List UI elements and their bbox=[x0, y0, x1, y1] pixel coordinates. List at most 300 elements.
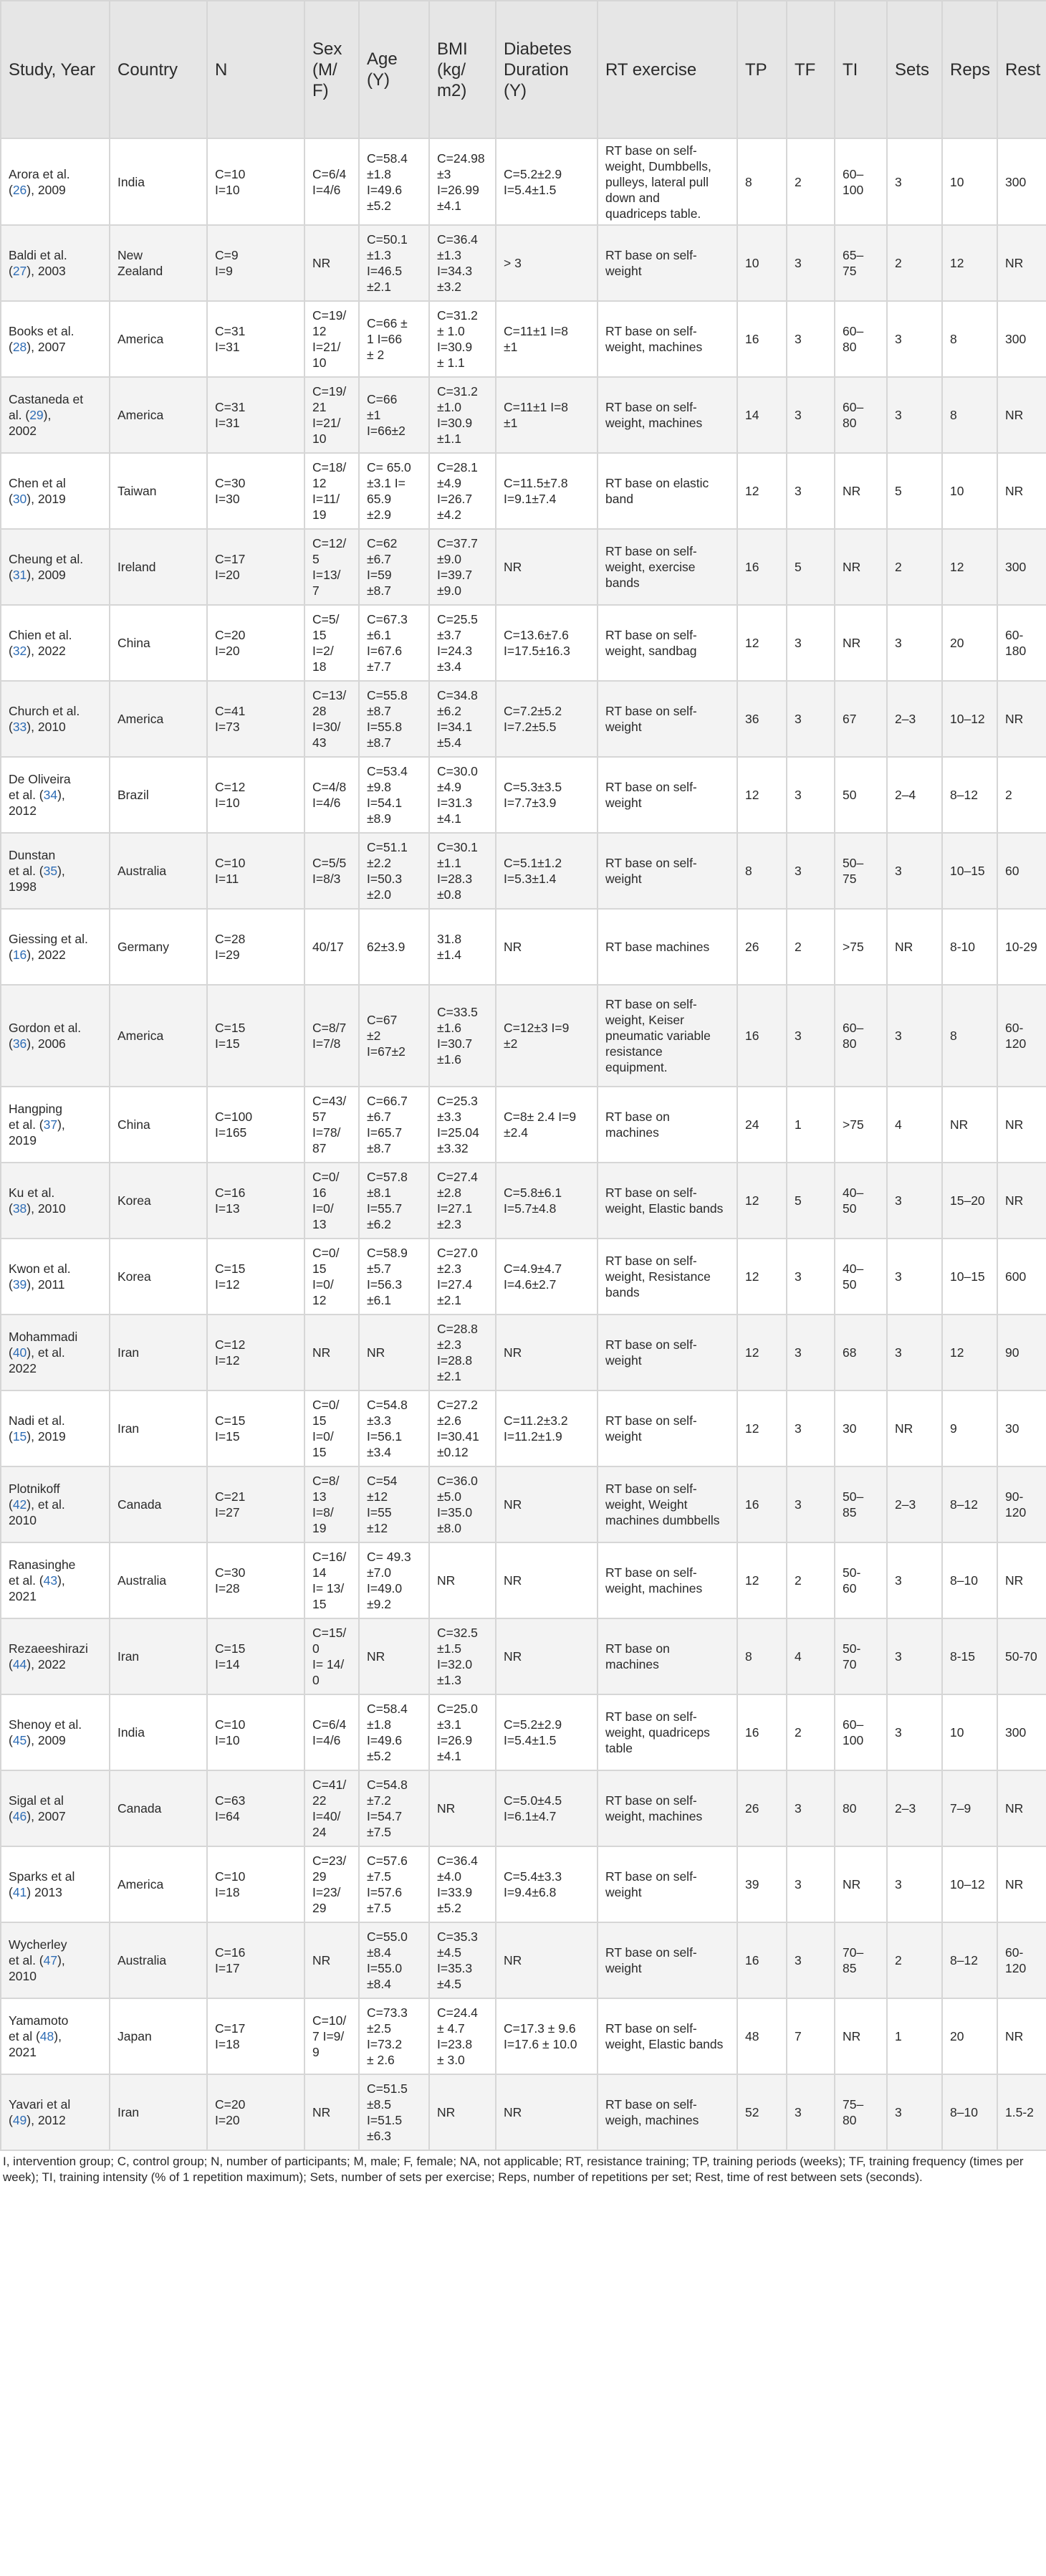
tf-cell: 4 bbox=[787, 1618, 835, 1694]
sex-cell: C=19/ 21 I=21/ 10 bbox=[304, 377, 359, 453]
sex-cell: C=8/7 I=7/8 bbox=[304, 985, 359, 1087]
n-cell: C=30 I=28 bbox=[207, 1542, 304, 1618]
study-name: Yavari et al ( bbox=[9, 2097, 71, 2127]
sets-cell: 2 bbox=[887, 1922, 942, 1998]
country-cell: Korea bbox=[110, 1163, 207, 1239]
diabetes-duration-cell: NR bbox=[496, 1315, 598, 1390]
study-cell bbox=[1, 1618, 110, 1694]
diabetes-duration-cell: > 3 bbox=[496, 225, 598, 301]
sex-cell: C=12/ 5 I=13/ 7 bbox=[304, 529, 359, 605]
study-cell bbox=[1, 833, 110, 909]
tf-cell: 3 bbox=[787, 301, 835, 377]
sets-cell: NR bbox=[887, 909, 942, 985]
age-cell: C=67.3 ±6.1 I=67.6 ±7.7 bbox=[359, 605, 429, 681]
ti-cell: 50- 60 bbox=[835, 1542, 887, 1618]
reps-cell: 8 bbox=[942, 301, 997, 377]
study-year: ), 2019 bbox=[9, 1117, 65, 1148]
country-cell: Iran bbox=[110, 1618, 207, 1694]
age-cell: C=66 ± 1 I=66 ± 2 bbox=[359, 301, 429, 377]
tp-cell: 16 bbox=[737, 985, 787, 1087]
tp-cell: 14 bbox=[737, 377, 787, 453]
diabetes-duration-cell: C=11±1 I=8 ±1 bbox=[496, 377, 598, 453]
country-cell: India bbox=[110, 1694, 207, 1770]
ti-cell: 80 bbox=[835, 1770, 887, 1846]
country-cell: Taiwan bbox=[110, 453, 207, 529]
tp-cell: 16 bbox=[737, 1922, 787, 1998]
sex-cell: NR bbox=[304, 225, 359, 301]
n-cell: C=21 I=27 bbox=[207, 1466, 304, 1542]
tf-cell: 2 bbox=[787, 1542, 835, 1618]
reference-link[interactable]: 49 bbox=[12, 2113, 27, 2127]
tp-cell: 16 bbox=[737, 529, 787, 605]
bmi-cell: C=27.2 ±2.6 I=30.41 ±0.12 bbox=[429, 1390, 496, 1466]
sex-cell: C=4/8 I=4/6 bbox=[304, 757, 359, 833]
bmi-cell: C=28.8 ±2.3 I=28.8 ±2.1 bbox=[429, 1315, 496, 1390]
sex-cell: C=0/ 16 I=0/ 13 bbox=[304, 1163, 359, 1239]
bmi-cell: C=35.3 ±4.5 I=35.3 ±4.5 bbox=[429, 1922, 496, 1998]
rt-exercise-cell: RT base on self- weight bbox=[598, 681, 737, 757]
reps-cell: 8–12 bbox=[942, 1922, 997, 1998]
n-cell: C=10 I=10 bbox=[207, 138, 304, 225]
diabetes-duration-cell: NR bbox=[496, 1618, 598, 1694]
n-cell: C=12 I=10 bbox=[207, 757, 304, 833]
rest-cell: NR bbox=[997, 225, 1046, 301]
reps-cell: 12 bbox=[942, 529, 997, 605]
sets-cell: 1 bbox=[887, 1998, 942, 2074]
reference-link[interactable]: 37 bbox=[43, 1117, 58, 1132]
rt-exercise-cell: RT base on self- weight, Elastic bands bbox=[598, 1998, 737, 2074]
study-name: Cheung et al. ( bbox=[9, 552, 84, 582]
rt-exercise-cell: RT base on self- weight, Keiser pneumatic variable resistance equipment. bbox=[598, 985, 737, 1087]
ti-cell: >75 bbox=[835, 1087, 887, 1163]
ti-cell: 67 bbox=[835, 681, 887, 757]
rt-exercise-cell: RT base on machines bbox=[598, 1087, 737, 1163]
bmi-cell: C=37.7 ±9.0 I=39.7 ±9.0 bbox=[429, 529, 496, 605]
bmi-cell: C=33.5 ±1.6 I=30.7 ±1.6 bbox=[429, 985, 496, 1087]
table-row bbox=[1, 605, 1046, 681]
study-name: Baldi et al. ( bbox=[9, 248, 67, 278]
study-year: ), 2011 bbox=[27, 1277, 65, 1292]
diabetes-duration-cell: C=8± 2.4 I=9 ±2.4 bbox=[496, 1087, 598, 1163]
reference-link[interactable]: 34 bbox=[43, 788, 58, 802]
rest-cell: NR bbox=[997, 1770, 1046, 1846]
study-cell bbox=[1, 985, 110, 1087]
rest-cell: NR bbox=[997, 1846, 1046, 1922]
rest-cell: 60- 120 bbox=[997, 985, 1046, 1087]
ti-cell: 60– 100 bbox=[835, 138, 887, 225]
sex-cell: C=0/ 15 I=0/ 15 bbox=[304, 1390, 359, 1466]
diabetes-duration-cell: C=5.2±2.9 I=5.4±1.5 bbox=[496, 138, 598, 225]
study-name: Sigal et al ( bbox=[9, 1793, 64, 1823]
study-cell bbox=[1, 377, 110, 453]
diabetes-duration-cell: C=5.1±1.2 I=5.3±1.4 bbox=[496, 833, 598, 909]
tf-cell: 5 bbox=[787, 529, 835, 605]
rt-exercise-cell: RT base on self- weight, sandbag bbox=[598, 605, 737, 681]
sex-cell: C=0/ 15 I=0/ 12 bbox=[304, 1239, 359, 1315]
country-cell: Germany bbox=[110, 909, 207, 985]
study-year: ), 2010 bbox=[27, 720, 66, 734]
country-cell: Canada bbox=[110, 1466, 207, 1542]
header-country: Country bbox=[110, 1, 207, 138]
study-year: ), 2021 bbox=[9, 1573, 65, 1603]
table-row bbox=[1, 1770, 1046, 1846]
reference-link[interactable]: 29 bbox=[29, 408, 44, 422]
table-row bbox=[1, 909, 1046, 985]
bmi-cell: NR bbox=[429, 1770, 496, 1846]
country-cell: America bbox=[110, 377, 207, 453]
sex-cell: NR bbox=[304, 1315, 359, 1390]
study-year: ), 2009 bbox=[27, 1733, 66, 1747]
reps-cell: 12 bbox=[942, 1315, 997, 1390]
sex-cell: C=6/4 I=4/6 bbox=[304, 138, 359, 225]
bmi-cell: C=34.8 ±6.2 I=34.1 ±5.4 bbox=[429, 681, 496, 757]
tf-cell: 3 bbox=[787, 1390, 835, 1466]
study-name: Mohammadi ( bbox=[9, 1330, 78, 1360]
study-cell bbox=[1, 2074, 110, 2150]
sex-cell: C=16/ 14 I= 13/ 15 bbox=[304, 1542, 359, 1618]
reference-link[interactable]: 45 bbox=[12, 1733, 27, 1747]
rest-cell: 60- 120 bbox=[997, 1922, 1046, 1998]
tf-cell: 3 bbox=[787, 605, 835, 681]
tf-cell: 3 bbox=[787, 2074, 835, 2150]
tf-cell: 1 bbox=[787, 1087, 835, 1163]
n-cell: C=12 I=12 bbox=[207, 1315, 304, 1390]
rest-cell: NR bbox=[997, 453, 1046, 529]
sets-cell: 3 bbox=[887, 605, 942, 681]
tp-cell: 16 bbox=[737, 1694, 787, 1770]
ti-cell: 30 bbox=[835, 1390, 887, 1466]
age-cell: C=66.7 ±6.7 I=65.7 ±8.7 bbox=[359, 1087, 429, 1163]
sex-cell: C=8/ 13 I=8/ 19 bbox=[304, 1466, 359, 1542]
rt-exercise-cell: RT base on self- weight, exercise bands bbox=[598, 529, 737, 605]
rest-cell: 600 bbox=[997, 1239, 1046, 1315]
sets-cell: 3 bbox=[887, 138, 942, 225]
n-cell: C=16 I=13 bbox=[207, 1163, 304, 1239]
table-row bbox=[1, 225, 1046, 301]
ti-cell: 40– 50 bbox=[835, 1239, 887, 1315]
n-cell: C=20 I=20 bbox=[207, 605, 304, 681]
tp-cell: 26 bbox=[737, 909, 787, 985]
bmi-cell: C=27.0 ±2.3 I=27.4 ±2.1 bbox=[429, 1239, 496, 1315]
study-name: Yamamoto et al ( bbox=[9, 2013, 69, 2043]
age-cell: C=58.9 ±5.7 I=56.3 ±6.1 bbox=[359, 1239, 429, 1315]
tf-cell: 2 bbox=[787, 1694, 835, 1770]
study-year: ), 2010 bbox=[9, 1953, 65, 1983]
ti-cell: NR bbox=[835, 1846, 887, 1922]
reps-cell: 10 bbox=[942, 138, 997, 225]
diabetes-duration-cell: NR bbox=[496, 1922, 598, 1998]
sex-cell: C=18/ 12 I=11/ 19 bbox=[304, 453, 359, 529]
table-row bbox=[1, 2074, 1046, 2150]
sets-cell: 2–3 bbox=[887, 1770, 942, 1846]
study-name: Church et al. ( bbox=[9, 704, 80, 734]
bmi-cell: C=36.4 ±1.3 I=34.3 ±3.2 bbox=[429, 225, 496, 301]
age-cell: NR bbox=[359, 1315, 429, 1390]
diabetes-duration-cell: NR bbox=[496, 1466, 598, 1542]
sex-cell: C=19/ 12 I=21/ 10 bbox=[304, 301, 359, 377]
study-name: Chen et al ( bbox=[9, 476, 66, 506]
n-cell: C=10 I=11 bbox=[207, 833, 304, 909]
sets-cell: 3 bbox=[887, 1846, 942, 1922]
reference-link[interactable]: 15 bbox=[12, 1429, 27, 1444]
n-cell: C=20 I=20 bbox=[207, 2074, 304, 2150]
ti-cell: 60– 80 bbox=[835, 985, 887, 1087]
rt-exercise-cell: RT base on self- weight bbox=[598, 1390, 737, 1466]
rest-cell: 50-70 bbox=[997, 1618, 1046, 1694]
ti-cell: NR bbox=[835, 529, 887, 605]
reference-link[interactable]: 48 bbox=[39, 2029, 54, 2043]
table-row bbox=[1, 301, 1046, 377]
tf-cell: 3 bbox=[787, 1315, 835, 1390]
tp-cell: 39 bbox=[737, 1846, 787, 1922]
reps-cell: 8 bbox=[942, 985, 997, 1087]
reps-cell: 12 bbox=[942, 225, 997, 301]
header-rt-exercise: RT exercise bbox=[598, 1, 737, 138]
country-cell: Iran bbox=[110, 1390, 207, 1466]
header-n: N bbox=[207, 1, 304, 138]
study-cell bbox=[1, 1770, 110, 1846]
reference-link[interactable]: 28 bbox=[12, 340, 27, 354]
table-row bbox=[1, 1466, 1046, 1542]
bmi-cell: C=36.4 ±4.0 I=33.9 ±5.2 bbox=[429, 1846, 496, 1922]
age-cell: C=73.3 ±2.5 I=73.2 ± 2.6 bbox=[359, 1998, 429, 2074]
sets-cell: 3 bbox=[887, 985, 942, 1087]
bmi-cell: C=25.5 ±3.7 I=24.3 ±3.4 bbox=[429, 605, 496, 681]
age-cell: C=53.4 ±9.8 I=54.1 ±8.9 bbox=[359, 757, 429, 833]
age-cell: C=57.6 ±7.5 I=57.6 ±7.5 bbox=[359, 1846, 429, 1922]
tp-cell: 10 bbox=[737, 225, 787, 301]
tf-cell: 7 bbox=[787, 1998, 835, 2074]
study-name: Wycherley et al. ( bbox=[9, 1937, 67, 1967]
reference-link[interactable]: 27 bbox=[12, 264, 27, 278]
sets-cell: 2–3 bbox=[887, 1466, 942, 1542]
diabetes-duration-cell: C=5.3±3.5 I=7.7±3.9 bbox=[496, 757, 598, 833]
sex-cell: 40/17 bbox=[304, 909, 359, 985]
rt-exercise-cell: RT base on self- weight, Dumbbells, pulleys, lateral pull down and quadriceps table. bbox=[598, 138, 737, 225]
study-name: Arora et al. ( bbox=[9, 166, 70, 197]
sex-cell: C=41/ 22 I=40/ 24 bbox=[304, 1770, 359, 1846]
table-row bbox=[1, 1998, 1046, 2074]
tp-cell: 52 bbox=[737, 2074, 787, 2150]
rt-exercise-cell: RT base on self- weight bbox=[598, 1922, 737, 1998]
study-cell bbox=[1, 138, 110, 225]
study-year: ), 2012 bbox=[9, 788, 65, 818]
age-cell: C=66 ±1 I=66±2 bbox=[359, 377, 429, 453]
age-cell: C=58.4 ±1.8 I=49.6 ±5.2 bbox=[359, 138, 429, 225]
tp-cell: 12 bbox=[737, 757, 787, 833]
age-cell: C=62 ±6.7 I=59 ±8.7 bbox=[359, 529, 429, 605]
rt-exercise-cell: RT base on self- weight, machines bbox=[598, 1542, 737, 1618]
diabetes-duration-cell: C=13.6±7.6 I=17.5±16.3 bbox=[496, 605, 598, 681]
bmi-cell: NR bbox=[429, 1542, 496, 1618]
sets-cell: 3 bbox=[887, 1694, 942, 1770]
sets-cell: 3 bbox=[887, 1239, 942, 1315]
reference-link[interactable]: 31 bbox=[12, 568, 27, 582]
tf-cell: 3 bbox=[787, 1239, 835, 1315]
reps-cell: 10–15 bbox=[942, 1239, 997, 1315]
diabetes-duration-cell: C=17.3 ± 9.6 I=17.6 ± 10.0 bbox=[496, 1998, 598, 2074]
reference-link[interactable]: 47 bbox=[43, 1953, 58, 1967]
reference-link[interactable]: 36 bbox=[12, 1036, 27, 1051]
rest-cell: 60 bbox=[997, 833, 1046, 909]
age-cell: C= 49.3 ±7.0 I=49.0 ±9.2 bbox=[359, 1542, 429, 1618]
rt-exercise-cell: RT base on machines bbox=[598, 1618, 737, 1694]
rt-exercise-cell: RT base machines bbox=[598, 909, 737, 985]
table-row bbox=[1, 1542, 1046, 1618]
header-bmi: BMI (kg/ m2) bbox=[429, 1, 496, 138]
n-cell: C=28 I=29 bbox=[207, 909, 304, 985]
tf-cell: 2 bbox=[787, 909, 835, 985]
country-cell: America bbox=[110, 681, 207, 757]
reps-cell: 8-15 bbox=[942, 1618, 997, 1694]
study-name: Sparks et al ( bbox=[9, 1869, 75, 1899]
country-cell: China bbox=[110, 1087, 207, 1163]
study-year: ), 2022 bbox=[27, 1657, 66, 1671]
n-cell: C=30 I=30 bbox=[207, 453, 304, 529]
rest-cell: NR bbox=[997, 1542, 1046, 1618]
sets-cell: 3 bbox=[887, 1618, 942, 1694]
bmi-cell: C=28.1 ±4.9 I=26.7 ±4.2 bbox=[429, 453, 496, 529]
reference-link[interactable]: 44 bbox=[12, 1657, 27, 1671]
n-cell: C=15 I=15 bbox=[207, 1390, 304, 1466]
country-cell: Iran bbox=[110, 1315, 207, 1390]
age-cell: C=54.8 ±7.2 I=54.7 ±7.5 bbox=[359, 1770, 429, 1846]
reps-cell: NR bbox=[942, 1087, 997, 1163]
study-cell bbox=[1, 225, 110, 301]
ti-cell: 40– 50 bbox=[835, 1163, 887, 1239]
age-cell: C=55.0 ±8.4 I=55.0 ±8.4 bbox=[359, 1922, 429, 1998]
reference-link[interactable]: 41 bbox=[12, 1885, 27, 1899]
n-cell: C=100 I=165 bbox=[207, 1087, 304, 1163]
reps-cell: 20 bbox=[942, 1998, 997, 2074]
n-cell: C=31 I=31 bbox=[207, 377, 304, 453]
rest-cell: NR bbox=[997, 1163, 1046, 1239]
reference-link[interactable]: 30 bbox=[12, 492, 27, 506]
study-cell bbox=[1, 1239, 110, 1315]
reference-link[interactable]: 33 bbox=[12, 720, 27, 734]
table-row bbox=[1, 529, 1046, 605]
rest-cell: 300 bbox=[997, 301, 1046, 377]
rt-exercise-cell: RT base on self- weight bbox=[598, 1315, 737, 1390]
study-year: ), 2007 bbox=[27, 340, 66, 354]
n-cell: C=17 I=18 bbox=[207, 1998, 304, 2074]
diabetes-duration-cell: C=11.5±7.8 I=9.1±7.4 bbox=[496, 453, 598, 529]
tf-cell: 3 bbox=[787, 1846, 835, 1922]
reference-link[interactable]: 26 bbox=[12, 182, 27, 197]
sex-cell: NR bbox=[304, 2074, 359, 2150]
diabetes-duration-cell: NR bbox=[496, 1542, 598, 1618]
sex-cell: C=15/ 0 I= 14/ 0 bbox=[304, 1618, 359, 1694]
ti-cell: 50– 75 bbox=[835, 833, 887, 909]
diabetes-duration-cell: NR bbox=[496, 2074, 598, 2150]
sets-cell: 3 bbox=[887, 833, 942, 909]
bmi-cell: C=24.4 ± 4.7 I=23.8 ± 3.0 bbox=[429, 1998, 496, 2074]
table-row bbox=[1, 757, 1046, 833]
reps-cell: 10 bbox=[942, 453, 997, 529]
ti-cell: NR bbox=[835, 605, 887, 681]
n-cell: C=15 I=14 bbox=[207, 1618, 304, 1694]
table-row bbox=[1, 985, 1046, 1087]
diabetes-duration-cell: NR bbox=[496, 909, 598, 985]
n-cell: C=10 I=10 bbox=[207, 1694, 304, 1770]
rest-cell: 1.5-2 bbox=[997, 2074, 1046, 2150]
table-row bbox=[1, 1239, 1046, 1315]
bmi-cell: C=36.0 ±5.0 I=35.0 ±8.0 bbox=[429, 1466, 496, 1542]
country-cell: Japan bbox=[110, 1998, 207, 2074]
header-sex: Sex (M/ F) bbox=[304, 1, 359, 138]
table-row bbox=[1, 833, 1046, 909]
study-year: ), 2010 bbox=[27, 1201, 66, 1216]
reference-link[interactable]: 42 bbox=[12, 1497, 27, 1512]
tf-cell: 3 bbox=[787, 757, 835, 833]
study-year: ), 2012 bbox=[27, 2113, 66, 2127]
header-sets: Sets bbox=[887, 1, 942, 138]
reference-link[interactable]: 35 bbox=[43, 864, 58, 878]
bmi-cell: NR bbox=[429, 2074, 496, 2150]
reps-cell: 8–10 bbox=[942, 1542, 997, 1618]
sets-cell: 3 bbox=[887, 301, 942, 377]
tf-cell: 3 bbox=[787, 833, 835, 909]
study-cell bbox=[1, 1846, 110, 1922]
rest-cell: 90- 120 bbox=[997, 1466, 1046, 1542]
age-cell: NR bbox=[359, 1618, 429, 1694]
study-cell bbox=[1, 605, 110, 681]
tp-cell: 8 bbox=[737, 138, 787, 225]
reference-link[interactable]: 32 bbox=[12, 644, 27, 658]
diabetes-duration-cell: C=12±3 I=9 ±2 bbox=[496, 985, 598, 1087]
age-cell: C= 65.0 ±3.1 I= 65.9 ±2.9 bbox=[359, 453, 429, 529]
table-row bbox=[1, 1694, 1046, 1770]
study-name: De Oliveira et al. ( bbox=[9, 772, 71, 802]
reference-link[interactable]: 46 bbox=[12, 1809, 27, 1823]
ti-cell: 75– 80 bbox=[835, 2074, 887, 2150]
table-row bbox=[1, 1922, 1046, 1998]
reference-link[interactable]: 43 bbox=[43, 1573, 58, 1588]
reference-link[interactable]: 39 bbox=[12, 1277, 27, 1292]
age-cell: C=51.5 ±8.5 I=51.5 ±6.3 bbox=[359, 2074, 429, 2150]
reps-cell: 20 bbox=[942, 605, 997, 681]
rest-cell: 60- 180 bbox=[997, 605, 1046, 681]
tf-cell: 3 bbox=[787, 377, 835, 453]
tp-cell: 12 bbox=[737, 453, 787, 529]
rest-cell: NR bbox=[997, 377, 1046, 453]
diabetes-duration-cell: NR bbox=[496, 529, 598, 605]
rest-cell: 30 bbox=[997, 1390, 1046, 1466]
study-name: Plotnikoff ( bbox=[9, 1482, 60, 1512]
sex-cell: C=5/5 I=8/3 bbox=[304, 833, 359, 909]
table-row bbox=[1, 1163, 1046, 1239]
table-row bbox=[1, 681, 1046, 757]
n-cell: C=41 I=73 bbox=[207, 681, 304, 757]
sex-cell: C=10/ 7 I=9/ 9 bbox=[304, 1998, 359, 2074]
n-cell: C=10 I=18 bbox=[207, 1846, 304, 1922]
reps-cell: 8 bbox=[942, 377, 997, 453]
rest-cell: 300 bbox=[997, 529, 1046, 605]
study-name: Rezaeeshirazi ( bbox=[9, 1641, 88, 1671]
bmi-cell: C=31.2 ± 1.0 I=30.9 ± 1.1 bbox=[429, 301, 496, 377]
study-year: ), 2022 bbox=[27, 948, 66, 962]
header-row bbox=[1, 1, 1046, 138]
age-cell: C=55.8 ±8.7 I=55.8 ±8.7 bbox=[359, 681, 429, 757]
tp-cell: 16 bbox=[737, 1466, 787, 1542]
ti-cell: 60– 80 bbox=[835, 377, 887, 453]
tf-cell: 3 bbox=[787, 985, 835, 1087]
reference-link[interactable]: 40 bbox=[12, 1345, 27, 1360]
reference-link[interactable]: 38 bbox=[12, 1201, 27, 1216]
header-diabetes-duration: Diabetes Duration (Y) bbox=[496, 1, 598, 138]
study-year: ), 2006 bbox=[27, 1036, 66, 1051]
reference-link[interactable]: 16 bbox=[12, 948, 27, 962]
